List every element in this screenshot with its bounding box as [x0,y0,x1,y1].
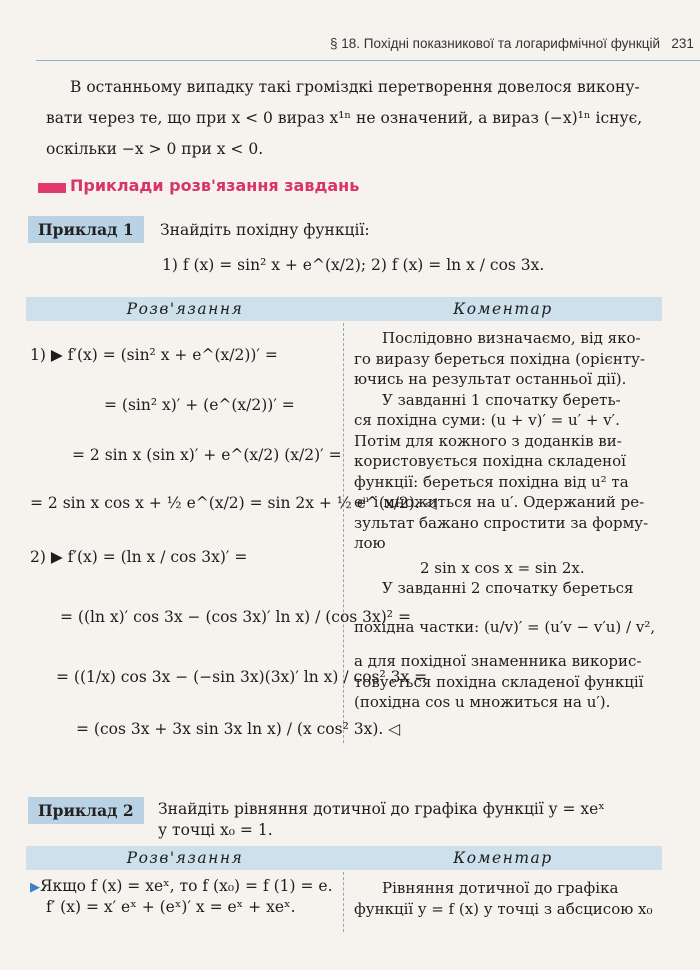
comment-quotient-rule: похідна частки: (u/v)′ = (u′v − v′u) / v², [354,617,656,636]
intro-paragraph [46,72,670,165]
solution-header: Розв'язання [126,849,244,867]
solution-line-1: 1) ▶ f′(x) = (sin² x + e^(x/2))′ = [30,346,278,364]
comment-formula: 2 sin x cos x = sin 2x. [420,558,585,577]
example-2-label: Приклад 2 [28,797,144,824]
comment-header: Коментар [453,300,553,318]
page-number: 231 [671,36,694,51]
comment-line: а для похідної знаменника викорис- [354,652,642,670]
solution-start-marker-icon: ▶ [30,880,40,895]
comment-line: У завданні 1 спочатку береть- [382,390,621,409]
comment-line: ся похідна суми: (u + v)′ = u′ + v′. [354,411,620,429]
running-header [330,36,694,51]
solution-line-8: = (cos 3x + 3x sin 3x ln x) / (x cos² 3x). ◁ [76,720,401,738]
header-title: § 18. Похідні показникової та логарифмічної функцій [330,36,661,51]
intro-line-3: оскільки −x > 0 при x < 0. [46,140,264,158]
header-rule [36,60,700,61]
example-1-functions: 1) f (x) = sin² x + e^(x/2); 2) f (x) = ln x / cos 3x. [162,256,545,274]
solution-line-1: Якщо f (x) = xeˣ, то f (x₀) = f (1) = e. [40,877,333,895]
example-2-comment [354,878,664,919]
comment-line: (похідна cos u множиться на u′). [354,693,611,711]
comment-header: Коментар [453,849,553,867]
comment-line: го виразу береться похідна (орієнту- [354,349,646,368]
solution-line-4: = 2 sin x cos x + ½ e^(x/2) = sin 2x + ½ e^(x/2). ◁ [30,494,437,512]
example-2-task-line-1: Знайдіть рівняння дотичної до графіка функції y = xeˣ [158,800,605,818]
comment-line: ючись на результат останньої дії). [354,370,627,388]
example-1-header-band [26,297,662,321]
comment-line: товується похідна складеної функції [354,672,644,691]
solution-line-6: = ((ln x)′ cos 3x − (cos 3x)′ ln x) / (cos 3x)² = [60,608,411,626]
intro-line-2: вати через те, що при x < 0 вираз x¹ⁿ не означений, а вираз (−x)¹ⁿ існує, [46,109,643,127]
comment-line: Послідовно визначаємо, від яко- [382,329,641,347]
solution-line-3: = 2 sin x (sin x)′ + e^(x/2) (x/2)′ = [72,446,342,464]
section-title: Приклади розв'язання завдань [70,176,360,195]
solution-line-2: = (sin² x)′ + (e^(x/2))′ = [104,396,295,414]
comment-line: функції: береться похідна від u² та [354,472,629,491]
comment-line: користовується похідна складеної [354,452,626,470]
intro-line-1: В останньому випадку такі громіздкі перетворення довелося викону- [70,78,640,96]
solution-header: Розв'язання [126,300,244,318]
comment-line: У завданні 2 спочатку береться [382,579,634,597]
example-2-header-band [26,846,662,870]
comment-line: функції y = f (x) у точці з абсцисою x₀ [354,899,653,918]
solution-line-7: = ((1/x) cos 3x − (−sin 3x)(3x)′ ln x) / cos² 3x = [56,668,428,686]
column-divider [343,872,344,932]
example-2-solution [30,877,333,895]
comment-line: Потім для кожного з доданків ви- [354,431,622,450]
example-1-label: Приклад 1 [28,216,144,243]
comment-line: Рівняння дотичної до графіка [382,879,619,897]
example-2-task-line-2: у точці x₀ = 1. [158,821,273,839]
solution-line-5: 2) ▶ f′(x) = (ln x / cos 3x)′ = [30,548,248,566]
example-1-comment [354,328,660,713]
comment-line: лою [354,534,386,552]
solution-line-2: f′ (x) = x′ eˣ + (eˣ)′ x = eˣ + xeˣ. [46,898,296,916]
comment-line: eᵘ і множиться на u′. Одержаний ре- [354,493,645,511]
example-1-task: Знайдіть похідну функції: [160,221,370,239]
section-marker [38,183,66,193]
comment-line: зультат бажано спростити за форму- [354,513,649,532]
